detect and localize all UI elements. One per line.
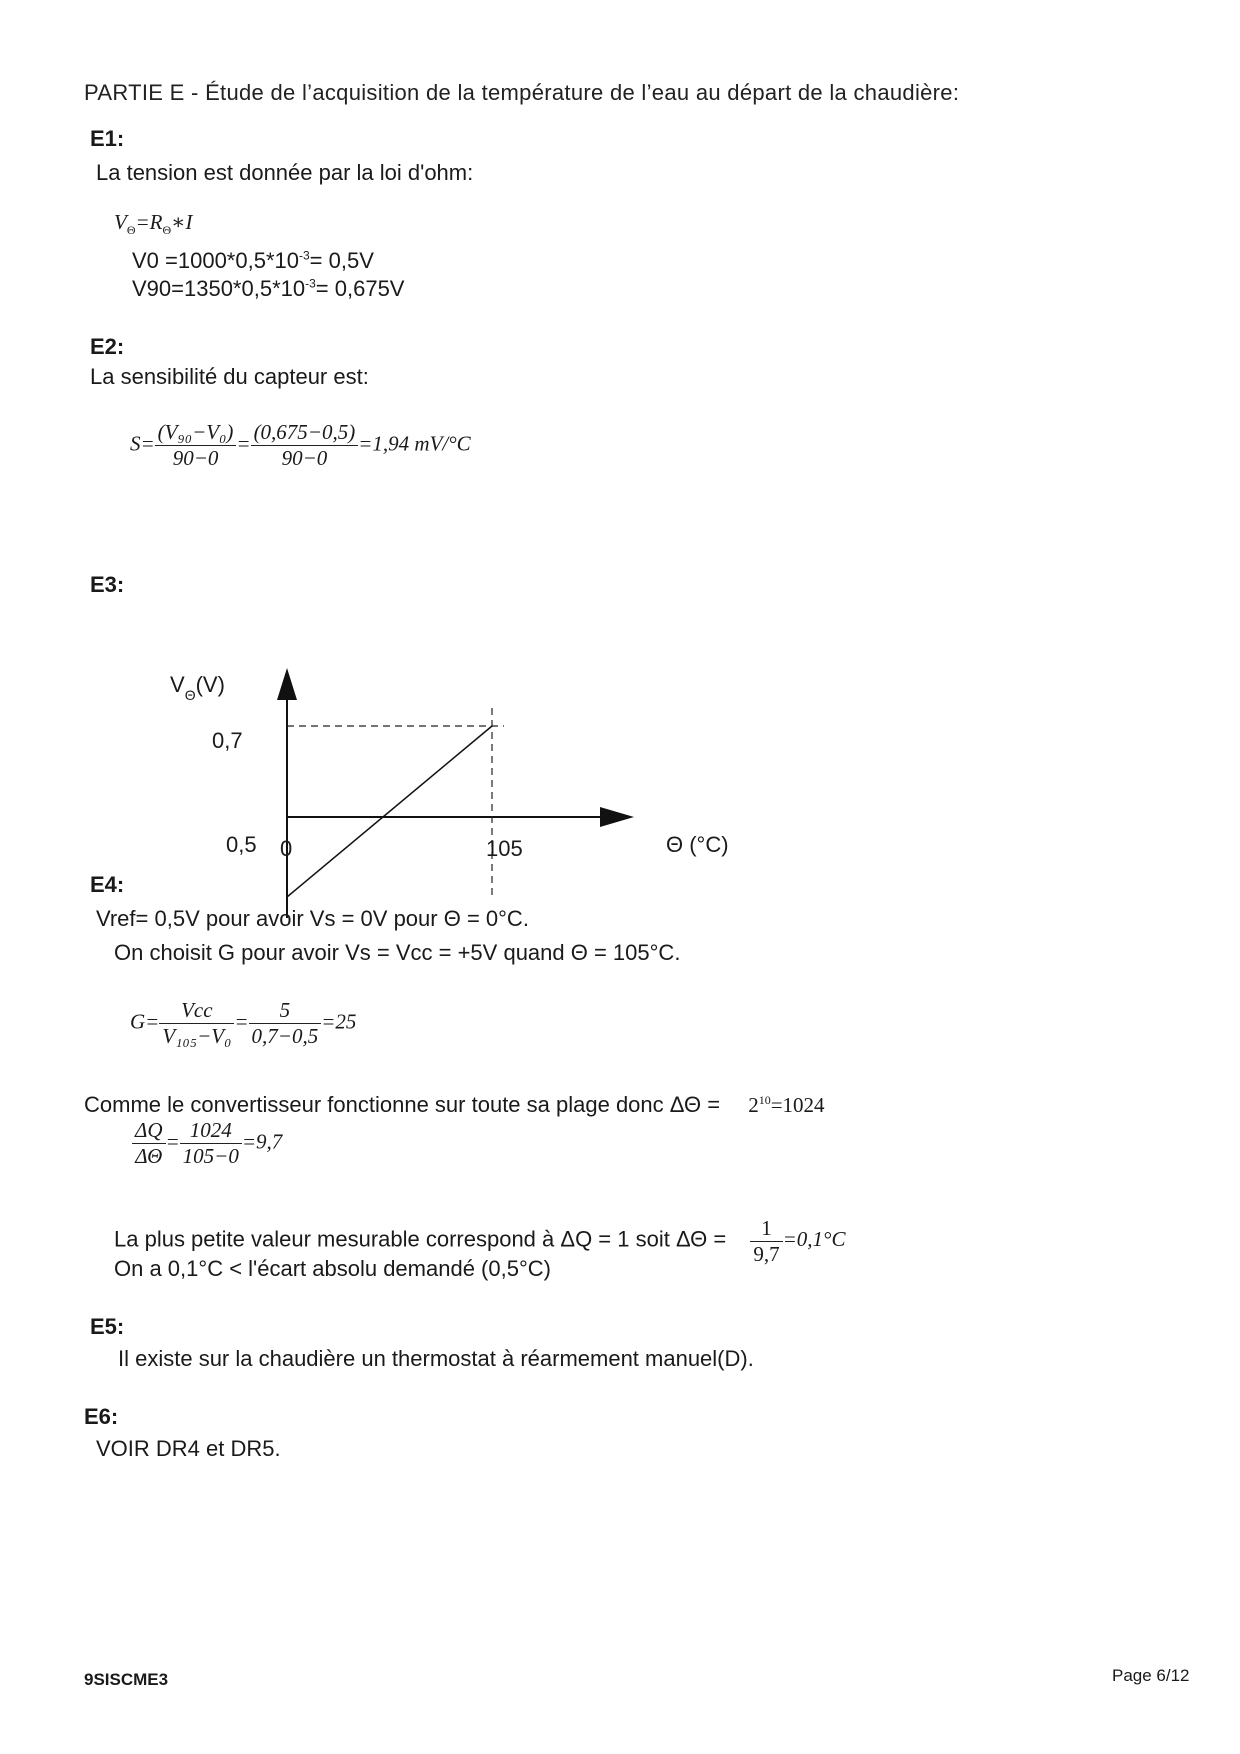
e2-fraction-2: $\frac{(0,675-0,5)}{90-0}$ <box>251 420 359 471</box>
e2-fraction-1: $\frac{\text{(V₉₀−V₀)}}{90-0}$ <box>155 420 237 471</box>
e4-gain-fraction-1: $\frac{\text{Vcc}}{\text{V₁₀₅−V₀}}$ <box>159 998 234 1049</box>
chart-x-tick-0: 0 <box>280 836 293 861</box>
e5-text: Il existe sur la chaudière un thermostat à réarmement manuel(D). <box>118 1346 754 1371</box>
page-title: PARTIE E - Étude de l’acquisition de la température de l’eau au départ de la chaudière: <box>84 80 960 105</box>
e4-quantum-formula: $\frac{\Delta Q}{\Delta\Theta}$ = $\frac{1024}{105-0}$ =9,7 <box>132 1118 282 1169</box>
e4-comparison-line: On a 0,1°C < l'écart absolu demandé (0,5°C) <box>114 1256 551 1281</box>
e4-gain-formula: G= $\frac{\text{Vcc}}{\text{V₁₀₅−V₀}}$ = $\frac{5}{0,7-0,5}$ =25 <box>130 998 357 1048</box>
e4-converter-line: Comme le convertisseur fonctionne sur toute sa plage donc $\Delta\Theta = 2^{10}=1024$ <box>84 1092 825 1117</box>
chart-y-tick-05: 0,5 <box>226 832 257 857</box>
chart-x-label: Θ (°C) <box>666 832 729 857</box>
e4-1024-fraction: $\frac{1024}{105-0}$ <box>180 1118 242 1169</box>
e1-v90-line: $V90=1350*0,5*10^{-3}= 0,675V$ <box>132 276 405 301</box>
e1-v0-line: $V0 =1000*0,5*10^{-3}= 0,5V$ <box>132 248 374 273</box>
section-heading-e4: E4: <box>90 872 125 897</box>
e4-min-fraction: $\frac{1}{9,7}$ <box>750 1216 782 1267</box>
chart-y-axis-arrow <box>277 668 297 700</box>
section-heading-e5: E5: <box>90 1314 125 1339</box>
e1-intro: La tension est donnée par la loi d'ohm: <box>96 160 474 185</box>
chart-x-tick-105: 105 <box>486 836 523 861</box>
e2-sensitivity-formula: S= $\frac{\text{(V₉₀−V₀)}}{90-0}$ = $\frac{(0,675-0,5)}{90-0}$ =1,94 mV/°C <box>130 420 471 470</box>
chart-x-axis-arrow <box>600 807 634 827</box>
e4-vref-line: Vref= 0,5V pour avoir Vs = 0V pour Θ = 0°C. <box>96 906 529 931</box>
e1-ohm-formula: $V_\Theta=R_\Theta∗I$ <box>114 210 193 238</box>
e2-intro: La sensibilité du capteur est: <box>90 364 369 389</box>
e6-text: VOIR DR4 et DR5. <box>96 1436 281 1461</box>
chart-y-tick-07: 0,7 <box>212 728 243 753</box>
section-heading-e2: E2: <box>90 334 125 359</box>
e4-gain-line: On choisit G pour avoir Vs = Vcc = +5V quand Θ = 105°C. <box>114 940 681 965</box>
e4-gain-fraction-2: $\frac{5}{0,7-0,5}$ <box>249 998 322 1049</box>
e4-dq-dtheta-fraction: $\frac{\Delta Q}{\Delta\Theta}$ <box>132 1118 166 1169</box>
section-heading-e1: E1: <box>90 126 125 151</box>
section-heading-e6: E6: <box>84 1404 119 1429</box>
chart-series-line-0 <box>287 726 492 897</box>
footer-page-number: Page 6/12 <box>1112 1666 1190 1685</box>
e4-min-value-line: La plus petite valeur mesurable correspond à ΔQ = 1 soit ΔΘ = $\frac{1}{9,7}$ =0,1°C <box>114 1216 846 1266</box>
footer-doc-code: 9SISCME3 <box>84 1670 169 1689</box>
section-heading-e3: E3: <box>90 572 125 597</box>
chart-y-label: $V_\Theta(V)$ <box>170 672 225 703</box>
